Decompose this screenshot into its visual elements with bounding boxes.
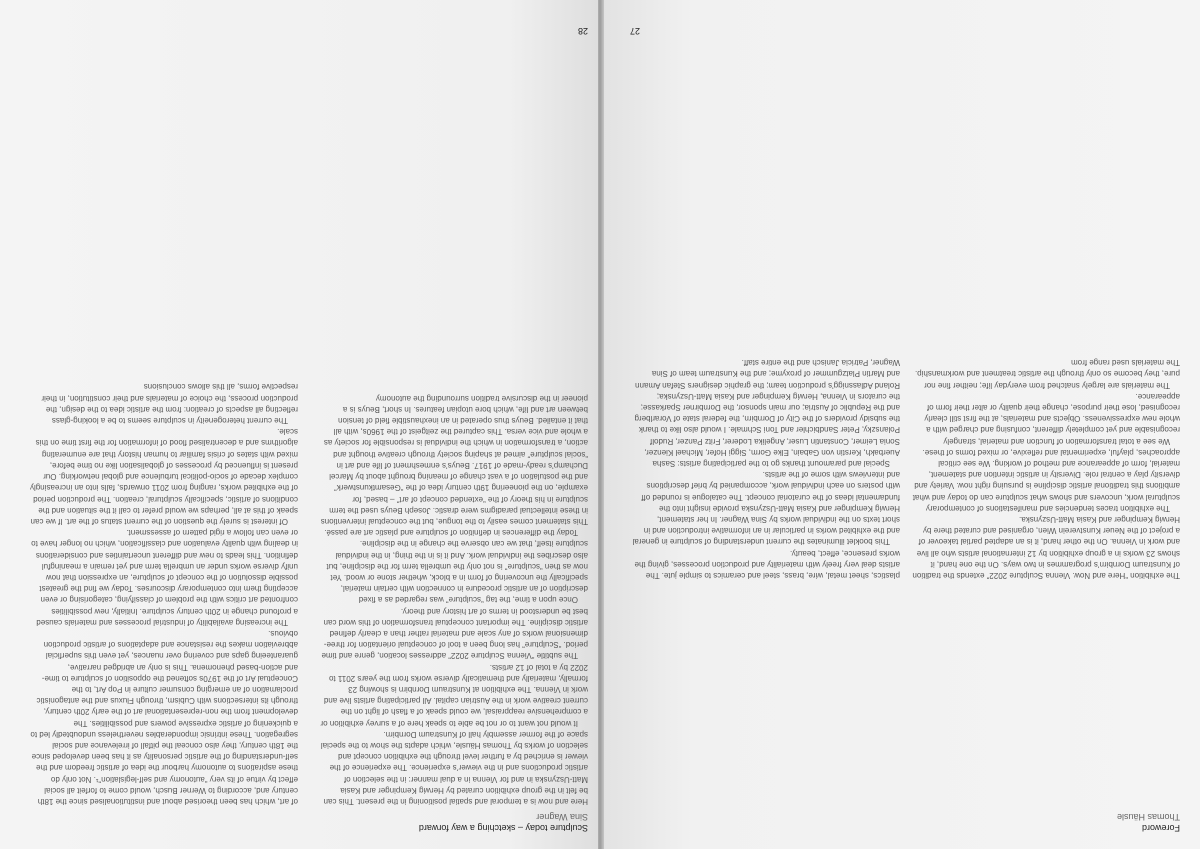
paragraph: The materials are largely snatched from everyday life; neither fine nor pure, they become so only through the artistic treatment and workmanship. The materials used range from	[914, 358, 1180, 390]
text-column-1	[912, 357, 1180, 581]
paragraph: Special and paramount thanks go to the participating artists: Sasha Auerbakh, Kerstin von Gabain, Elke Gorm, Siggi Hofer, Michael Kienzer, Sonia Leimer, Constantin Luser, Angelika Loderer, Fritz Panzer, Rudolf Polanszky, Peter Sandbichler and Toni Schmale. I would also like to thank the subsidy providers of the City of Dornbirn, the federal state of Vorarlberg and the Republic of Austria; our main sponsor, the Dornbirner Sparkasse; the curators in Vienna, Herwig Kempinger and Kasia Matt-Uszynska; Roland Adlassnigg’s production team; the graphic designers Stefan Amann and Martin Platzgummer of proxyme; and the Kunstraum team of Sina Wagner, Patricia Janisch and the entire staff.	[634, 358, 900, 468]
paragraph: plastics, sheet metal, wire, brass, steel and ceramics to simple jute. The artists deal very freely with materiality and production processes, giving the works presence, effect, beauty.	[634, 548, 900, 580]
paragraph: The increasing availability of industrial processes and materials caused a profound change in 20th century sculpture. Initially, new possibilities confronted art critics with the problem of classifying, categorising or even accepting them into contemporary discourses. Today we find the greatest possible dissolution of the concept of sculpture, an expression that now unify diverse works under an umbrella term and yet remain a meaningful definition. This leads to new and different uncertainties and considerations in dealing with quality evaluation and classification, which no longer have to or even can follow a rigid pattern of assessment.	[31, 528, 298, 627]
author-name: Sina Wagner	[536, 812, 588, 822]
paragraph: This booklet illuminates the current understanding of sculpture in general and the exhibited works in particular in an informative introduction and in short texts on the individual works by Sina Wagner. In her statement, Herwig Kempinger and Kasia Matt-Uszynska provide insight into the fundamental ideas of the curatorial concept. The catalogue is rounded off with posters on each individual work, accompanied by brief descriptions and interviews with some of the artists.	[632, 470, 900, 547]
page-title: Sculpture today – sketching a way forward	[418, 823, 588, 833]
paragraph: It would not want to or not be able to speak here of a survey exhibition or a comprehensive reappraisal, we could speak of a flash of light on the current creative work in the Austrian capital. All participating artists live and work in Vienna. The exhibition at Kunstraum Dornbirn is showing 23 formally, materially and thematically diverse works from the years 2011 to 2022 by a total of 12 artists.	[320, 662, 588, 728]
paragraph: Once upon a time, the tag “sculpture” was regarded as a fixed description of an artistic procedure in connection with certain material, specifically the uncovering of form in a block, whether stone or wood. Yet now as then “sculpture” is not only the umbrella term for the discipline, but also describes the individual work. And it is in the thing, in the individual sculpture itself, that we can observe the change in the discipline.	[326, 539, 588, 605]
page-number: 28	[577, 26, 588, 36]
text-column-2	[30, 381, 298, 807]
text-column-2	[632, 357, 900, 581]
right-page	[0, 0, 598, 849]
left-page	[602, 0, 1200, 849]
paragraph: The exhibition “Here and Now. Vienna Sculpture 2022” extends the tradition of Kunstraum Dornbirn’s programmes in two ways. On the one hand, it shows 23 works in a group exhibition by 12 international artists who all live and work in Vienna. On the other hand, it is an adapted partial takeover of a project of the Neuer Kunstverein Wien, organised and curated there by Herwig Kempinger and Kasia Matt-Uszynska.	[912, 514, 1180, 580]
page-title: Foreword	[1141, 823, 1180, 833]
paragraph: Today the differences in definition of sculpture and plastic art are passé. This statement comes easily to the tongue, but the conceptual interventions in these intellectual paradigms were drastic. Joseph Beuys used the term sculpture in his theory of the “extended concept of art” – based, for example, on the pioneering 19th century idea of the “Gesamtkunstwerk” and the postulation of a vast change of meaning brought about by Marcel Duchamp’s ready-made of 1917. Beuys’s enmeshment of life and art in “social sculpture” aimed at shaping society through creative thought and action, a transformation in which the individual is responsible for society as a whole and vice versa. This captured the zeitgeist of the 1960s, with all that it entailed. Beuys thus operated in an inexhaustible field of tension between art and life, which bore utopian features. In short, Beuys is a pioneer in the discursive tradition surrounding the autonomy	[320, 393, 588, 538]
author-name: Thomas Häusle	[1116, 812, 1180, 822]
paragraph: The exhibition traces tendencies and manifestations of contemporary sculptural work, uncovers and shows what sculpture can do today and what ambitions this traditional artistic discipline is pursuing right now. Variety and diversity play a central role. Diversity in artistic intention and statement, material, form of appearance and method of working. We see critical approaches, playful, experimental and reflexive, or mixed forms of these.	[912, 447, 1180, 513]
paragraph: of art, which has been theorised about and institutionalised since the 18th century and, according to Werner Busch, would come to forfeit all social effect by virtue of its very “autonomy and self-legislation”¹. Not only do these aspirations to autonomy harbour the idea of artistic freedom and the self-understanding of the artistic personality as it has been developed since the 18th century, they also conceal the pitfall of irrelevance and social segregation. These intrinsic imponderables nevertheless undoubtedly led to a quickening of artistic expressive powers and possibilities. The development from the non-representational art of the early 20th century, through its intersections with Cubism, through Fluxus and the antagonistic proclamation of an emerging consumer culture in Pop Art, to the Conceptual Art of the 1970s softened the opposition of sculpture to time- and action-based phenomena. This is only an abridged narrative, guaranteeing gaps and covering over nuances, yet even this superficial abbreviation makes the resistance and adaptations of artistic production obvious.	[30, 628, 298, 806]
page-heading	[1117, 811, 1180, 833]
paragraph: We see a total transformation of function and material, strangely recognisable and yet completely different, confusing and charged with a whole new expressiveness. Objects and materials, at the first still clearly recognised, lose their purpose, change their quality or alter their form of appearance.	[924, 391, 1180, 446]
page-number: 27	[629, 26, 640, 36]
paragraph: The subtitle “Vienna Sculpture 2022” addresses location, genre and time period. “Sculpture” has long been a tool of conceptual orientation for three-dimensional works of any scale and material rather than a clearly defined artistic discipline. The important conceptual transformation of this word can best be understood in terms of art history and theory.	[321, 606, 588, 661]
page-heading	[419, 811, 588, 833]
text-column-1	[320, 392, 588, 807]
paragraph: Of interest is surely the question of the current status of the art. If we can speak of this at all, perhaps we would prefer to call it the situation and the conditions of artistic, specifically sculptural, creation. The production period of the exhibited works, ranging from 2011 onwards, falls into an increasingly complex decade of socio-political turbulence and global networking. Our present is influenced by processes of globalisation like no time before, mixed with states of crisis familiar to human history that are enumerating algorithms and a decentralised flood of information for the first time on this scale.	[30, 427, 298, 526]
paragraph: Here and now is a temporal and spatial positioning in the present. This can be felt in the group exhibition curated by Herwig Kempinger and Kasia Matt-Uszynska in and for Vienna in a dual manner: in the selection of artistic productions and in the viewer’s experience. The experience of the viewer is enriched by a further level through the exhibition concept and selection of works by Thomas Häusle, which adapts the show to the special space of the former assembly hall of Kunstraum Dornbirn.	[320, 729, 588, 806]
paragraph: The current heterogeneity in sculpture seems to be a looking-glass reflecting all aspects of creation: from the artistic idea to the design, the production process, the choice of materials and their constitution, in their respective forms, all this allows conclusions	[41, 382, 298, 426]
